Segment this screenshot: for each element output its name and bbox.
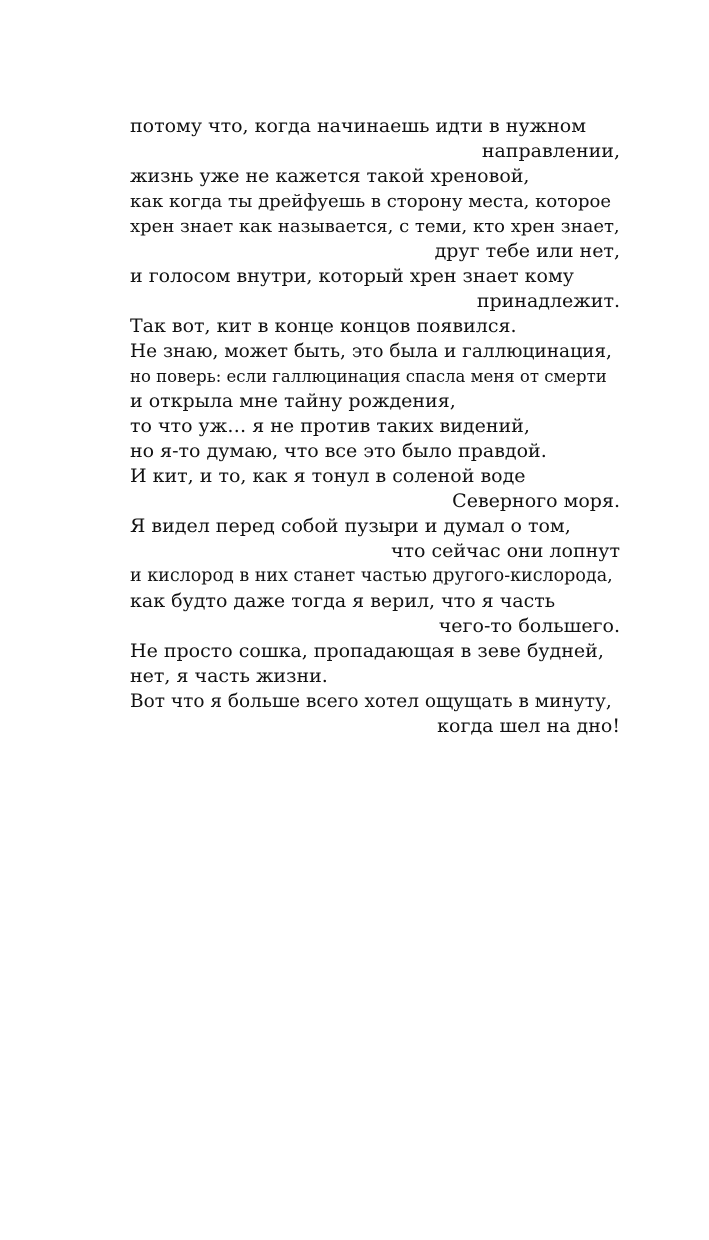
- poem-line: Вот что я больше всего хотел ощущать в минуту,: [130, 691, 612, 712]
- poem-line: потому что, когда начинаешь идти в нужном: [130, 115, 586, 137]
- poem-line: Северного моря.: [452, 490, 620, 512]
- poem-line: Не просто сошка, пропадающая в зеве будней,: [130, 640, 604, 662]
- poem-line: что сейчас они лопнут: [390, 540, 620, 562]
- poem-line: как когда ты дрейфуешь в сторону места, которое: [130, 191, 612, 212]
- poem-line: и голосом внутри, который хрен знает кому: [130, 265, 574, 287]
- poem-line: Не знаю, может быть, это была и галлюцинация,: [130, 341, 612, 362]
- poem-line: нет, я часть жизни.: [130, 665, 328, 687]
- poem-line: друг тебе или нет,: [434, 240, 620, 262]
- poem-line: то что уж… я не против таких видений,: [130, 415, 530, 437]
- poem-line: направлении,: [481, 140, 620, 162]
- poem-line: когда шел на дно!: [437, 715, 620, 737]
- poem-line: чего-то большего.: [438, 615, 620, 637]
- poem-line: но я-то думаю, что все это было правдой.: [130, 440, 547, 462]
- poem-line: И кит, и то, как я тонул в соленой воде: [130, 465, 526, 487]
- poem-text-block: [130, 114, 620, 739]
- poem-line: как будто даже тогда я верил, что я часть: [130, 590, 556, 612]
- poem-line: хрен знает как называется, с теми, кто хрен знает,: [130, 216, 620, 237]
- poem-line: и открыла мне тайну рождения,: [130, 390, 456, 412]
- poem-line: Так вот, кит в конце концов появился.: [130, 315, 517, 337]
- poem-line: Я видел перед собой пузыри и думал о том,: [130, 515, 571, 537]
- poem-line: и кислород в них станет частью другого-кислорода,: [130, 566, 613, 586]
- poem-line: принадлежит.: [476, 290, 620, 312]
- poem-line: жизнь уже не кажется такой хреновой,: [130, 165, 530, 187]
- poem-line: но поверь: если галлюцинация спасла меня от смерти: [130, 367, 607, 386]
